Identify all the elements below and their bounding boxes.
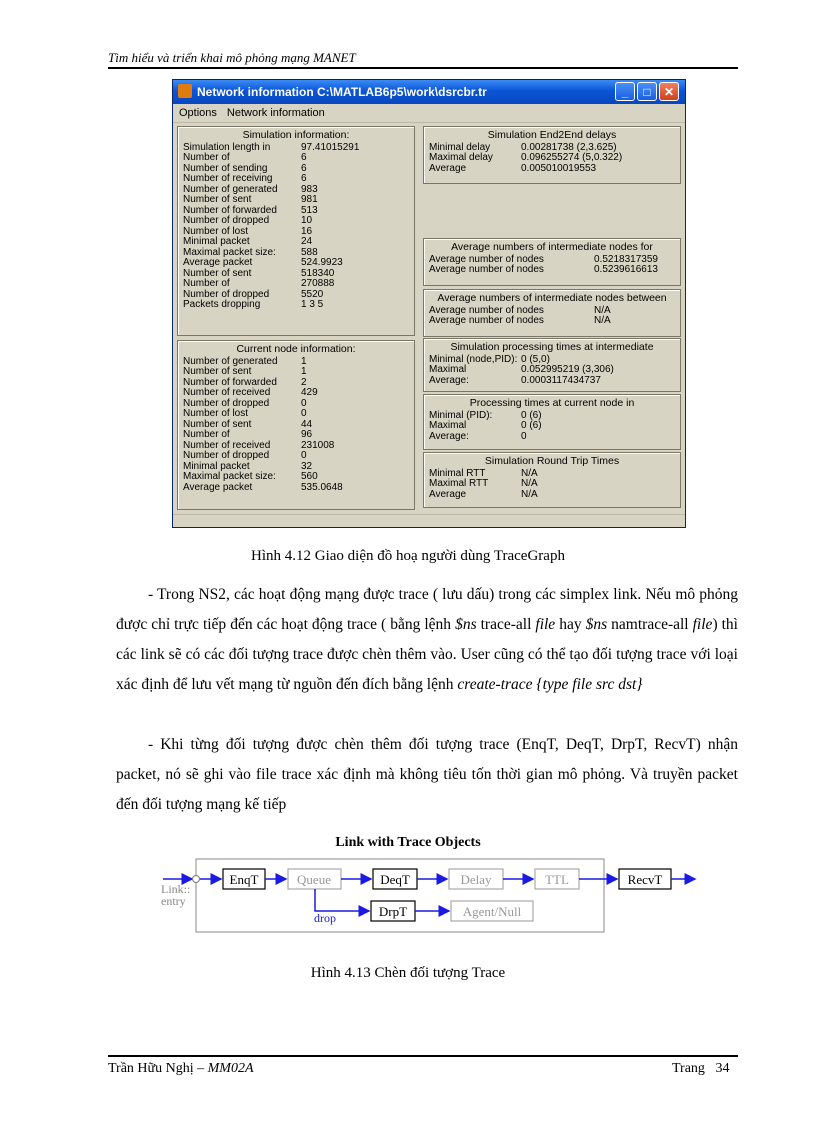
info-value: 96 (301, 429, 313, 440)
panel-simulation-information (177, 126, 415, 336)
info-row (424, 490, 680, 501)
info-label: Average: (429, 374, 469, 386)
window-titlebar (173, 80, 685, 104)
panel-processing-current (423, 394, 681, 450)
info-value: 518340 (301, 267, 335, 279)
label-enqt: EnqT (229, 872, 259, 887)
info-label: Average number of nodes (429, 304, 544, 316)
info-label: Simulation length in (183, 141, 271, 153)
info-label: Number of dropped (183, 288, 270, 300)
figure-caption-4-13: Hình 4.13 Chèn đối tượng Trace (310, 965, 506, 981)
info-label: Minimal packet (183, 460, 250, 472)
info-label: Average number of nodes (429, 253, 544, 265)
rtt-rows (424, 469, 680, 501)
info-value: 983 (301, 183, 318, 195)
info-value: 270888 (301, 278, 335, 289)
info-value: 0.5239616613 (594, 264, 658, 275)
info-label: Number of received (183, 387, 271, 398)
arrow-queue-drpt (315, 889, 369, 911)
info-value: N/A (594, 315, 611, 326)
panel-processing-intermediate (423, 338, 681, 392)
info-value: 44 (301, 418, 313, 430)
info-row (178, 430, 414, 441)
trace-objects-diagram (155, 855, 700, 935)
info-row (178, 483, 414, 494)
info-row (178, 195, 414, 206)
info-label: Number of (183, 278, 230, 289)
info-row (178, 153, 414, 164)
info-row (424, 316, 680, 327)
info-value: N/A (594, 304, 611, 316)
info-value: 0 (6) (521, 420, 542, 431)
info-label: Number of received (183, 439, 271, 451)
info-label: Average (429, 162, 467, 174)
info-value: 0 (301, 408, 307, 419)
close-icon[interactable]: ✕ (659, 82, 679, 101)
panel-avg-nodes-between (423, 289, 681, 337)
p1-text-c: hay (555, 616, 586, 633)
panel-avg-nodes-for (423, 238, 681, 286)
info-row (178, 300, 414, 311)
info-value: 588 (301, 246, 318, 258)
running-header: Tìm hiểu và triển khai mô phỏng mạng MANET (108, 50, 356, 65)
info-value: 0 (301, 397, 307, 409)
info-label: Number of sent (183, 267, 252, 279)
info-value: 231008 (301, 439, 335, 451)
proc-intermediate-rows (424, 355, 680, 387)
info-label: Number of forwarded (183, 204, 277, 216)
info-label: Average packet (183, 257, 253, 268)
panel-heading: Simulation Round Trip Times (484, 455, 620, 467)
p1-ns-1: $ns (455, 616, 477, 633)
info-label: Number of generated (183, 355, 278, 367)
info-value: 5520 (301, 288, 324, 300)
p1-text-a: - Trong NS2, các hoạt động mạng được trace ( lưu dấu) trong các simplex link. Nếu mô phỏng được chỉ trực tiếp đến các hoạt động trace ( bằng lệnh (116, 586, 738, 633)
info-label: Number of dropped (183, 450, 270, 461)
panel-heading: Current node information: (236, 343, 356, 355)
info-value: 429 (301, 387, 318, 398)
info-value: 0.5218317359 (594, 253, 658, 265)
footer-author (108, 1061, 254, 1077)
avg-between-rows (424, 306, 680, 327)
label-deqt: DeqT (380, 872, 410, 887)
panel-round-trip-times (423, 452, 681, 508)
info-label: Average packet (183, 481, 253, 493)
info-label: Number of (183, 152, 230, 163)
info-value: 2 (301, 376, 307, 388)
info-value: 1 3 5 (301, 299, 324, 310)
footer-author-name: Trần Hữu Nghị – (108, 1061, 208, 1076)
info-row (178, 216, 414, 227)
label-delay: Delay (460, 872, 492, 887)
info-value: 0 (6) (521, 409, 542, 421)
figure-title: Link with Trace Objects (335, 835, 481, 850)
info-row (424, 164, 680, 175)
info-label: Number of lost (183, 408, 249, 419)
info-row (424, 365, 680, 376)
info-label: Minimal delay (429, 141, 491, 153)
info-value: 0.0003117434737 (521, 374, 601, 386)
paragraph-1 (116, 580, 738, 700)
label-agent-null: Agent/Null (462, 904, 522, 919)
tracegraph-window (172, 79, 686, 528)
info-row (178, 409, 414, 420)
panel-end2end-delays (423, 126, 681, 184)
footer-page-number: 34 (715, 1061, 730, 1076)
info-value: 10 (301, 215, 313, 226)
info-label: Number of (183, 429, 230, 440)
info-row (178, 279, 414, 290)
info-label: Maximal (429, 420, 467, 431)
info-label: Packets dropping (183, 299, 261, 310)
info-label: Number of receiving (183, 173, 273, 184)
info-value: 981 (301, 194, 318, 205)
panel-heading: Average numbers of intermediate nodes for (451, 241, 653, 253)
p1-command: create-trace {type file src dst} (457, 676, 643, 693)
p1-file-2: file (692, 616, 713, 633)
info-label: Minimal (node,PID): (429, 353, 518, 365)
info-value: 16 (301, 225, 313, 237)
window-title: Network information C:\MATLAB6p5\work\dsrcbr.tr (197, 85, 487, 99)
info-value: 0.00281738 (2,3.625) (521, 141, 617, 153)
info-value: 535.0648 (301, 481, 343, 493)
info-value: 0 (521, 430, 527, 442)
panel-heading: Simulation processing times at intermediate (450, 341, 654, 353)
info-value: 0 (5,0) (521, 353, 550, 365)
figure-caption-4-12: Hình 4.12 Giao diện đồ hoạ người dùng TraceGraph (251, 548, 565, 564)
info-label: Number of sent (183, 418, 252, 430)
label-queue: Queue (297, 872, 331, 887)
entry-point (193, 876, 200, 883)
info-value: 1 (301, 355, 307, 367)
info-label: Average number of nodes (429, 315, 544, 326)
info-label: Minimal packet (183, 236, 250, 247)
info-label: Number of generated (183, 183, 278, 195)
info-label: Maximal RTT (429, 478, 489, 489)
footer-page (672, 1061, 729, 1077)
info-value: 32 (301, 460, 313, 472)
info-label: Minimal (PID): (429, 409, 493, 421)
p1-text-b: trace-all (476, 616, 536, 633)
info-value: 0.096255274 (5,0.322) (521, 152, 623, 163)
label-ttl: TTL (545, 872, 569, 887)
info-row (424, 421, 680, 432)
node-info-rows (178, 357, 414, 494)
info-row (178, 237, 414, 248)
label-recvt: RecvT (627, 872, 663, 887)
info-label: Number of dropped (183, 215, 270, 226)
status-bar (173, 514, 685, 527)
info-row (424, 265, 680, 276)
info-label: Maximal delay (429, 152, 493, 163)
p2-text: - Khi từng đối tượng được chèn thêm đối tượng trace (EnqT, DeqT, DrpT, RecvT) nhận packet, nó sẽ ghi vào file trace xác định mà không tiêu tốn thời gian mô phỏng. Và truyền packet đến đối tượng mạng kế tiếp (116, 736, 738, 813)
info-value: 0.052995219 (3,306) (521, 364, 614, 375)
info-value: 560 (301, 471, 318, 482)
panel-heading: Simulation End2End delays (487, 129, 617, 141)
info-label: Number of lost (183, 225, 249, 237)
info-label: Minimal RTT (429, 467, 486, 479)
info-row (178, 174, 414, 185)
info-value: N/A (521, 467, 538, 479)
minimize-icon[interactable]: _ (615, 82, 635, 101)
info-row (424, 432, 680, 443)
menubar (173, 104, 685, 123)
matlab-icon (178, 84, 192, 98)
info-label: Number of forwarded (183, 376, 277, 388)
panel-current-node-information (177, 340, 415, 510)
info-value: 0.005010019553 (521, 162, 597, 174)
footer-rule (108, 1055, 738, 1057)
info-label: Number of sending (183, 162, 268, 174)
label-drpt: DrpT (378, 904, 408, 919)
panel-heading: Simulation information: (242, 129, 350, 141)
panel-heading: Average numbers of intermediate nodes between (437, 292, 667, 304)
info-value: 6 (301, 173, 307, 184)
info-label: Average number of nodes (429, 264, 544, 275)
info-label: Maximal (429, 364, 467, 375)
e2e-rows (424, 143, 680, 175)
info-label: Maximal packet size: (183, 471, 276, 482)
info-row (424, 153, 680, 164)
info-label: Number of sent (183, 366, 252, 377)
info-label: Average (429, 488, 467, 500)
entry-label-2: entry (161, 894, 186, 908)
proc-current-rows (424, 411, 680, 443)
info-value: 24 (301, 236, 313, 247)
p1-text-d: namtrace-all (607, 616, 693, 633)
info-value: 0 (301, 450, 307, 461)
p1-ns-2: $ns (585, 616, 608, 633)
p1-text-e: ) thì các link sẽ có các đối tượng trace được chèn thêm vào. User cũng có thể tạo đối tượng trace với loại xác định để lưu vết mạng từ nguồn đến đích bằng lệnh (116, 616, 738, 693)
info-row (178, 367, 414, 378)
info-value: 6 (301, 152, 307, 163)
info-row (178, 451, 414, 462)
footer-class: MM02A (207, 1061, 254, 1076)
info-row (424, 376, 680, 387)
info-label: Maximal packet size: (183, 246, 276, 258)
info-row (178, 388, 414, 399)
info-row (424, 479, 680, 490)
info-value: 97.41015291 (301, 141, 360, 153)
footer-page-label: Trang (672, 1061, 705, 1076)
info-label: Average: (429, 430, 469, 442)
info-label: Number of dropped (183, 397, 270, 409)
info-value: 6 (301, 162, 307, 174)
info-row (178, 258, 414, 269)
info-value: 513 (301, 204, 318, 216)
info-value: N/A (521, 478, 538, 489)
paragraph-2 (116, 730, 738, 820)
info-label: Number of sent (183, 194, 252, 205)
avg-for-rows (424, 255, 680, 276)
info-value: 1 (301, 366, 307, 377)
maximize-icon[interactable]: □ (637, 82, 657, 101)
panel-heading: Processing times at current node in (469, 397, 635, 409)
p1-file-1: file (535, 616, 556, 633)
label-drop: drop (314, 911, 336, 925)
entry-label-1: Link:: (161, 882, 191, 896)
sim-info-rows (178, 143, 414, 311)
menu-network-information[interactable]: Network information (226, 107, 325, 119)
header-rule (108, 67, 738, 69)
menu-options[interactable]: Options (179, 107, 217, 119)
info-row (178, 472, 414, 483)
info-value: N/A (521, 488, 538, 500)
info-value: 524.9923 (301, 257, 343, 268)
